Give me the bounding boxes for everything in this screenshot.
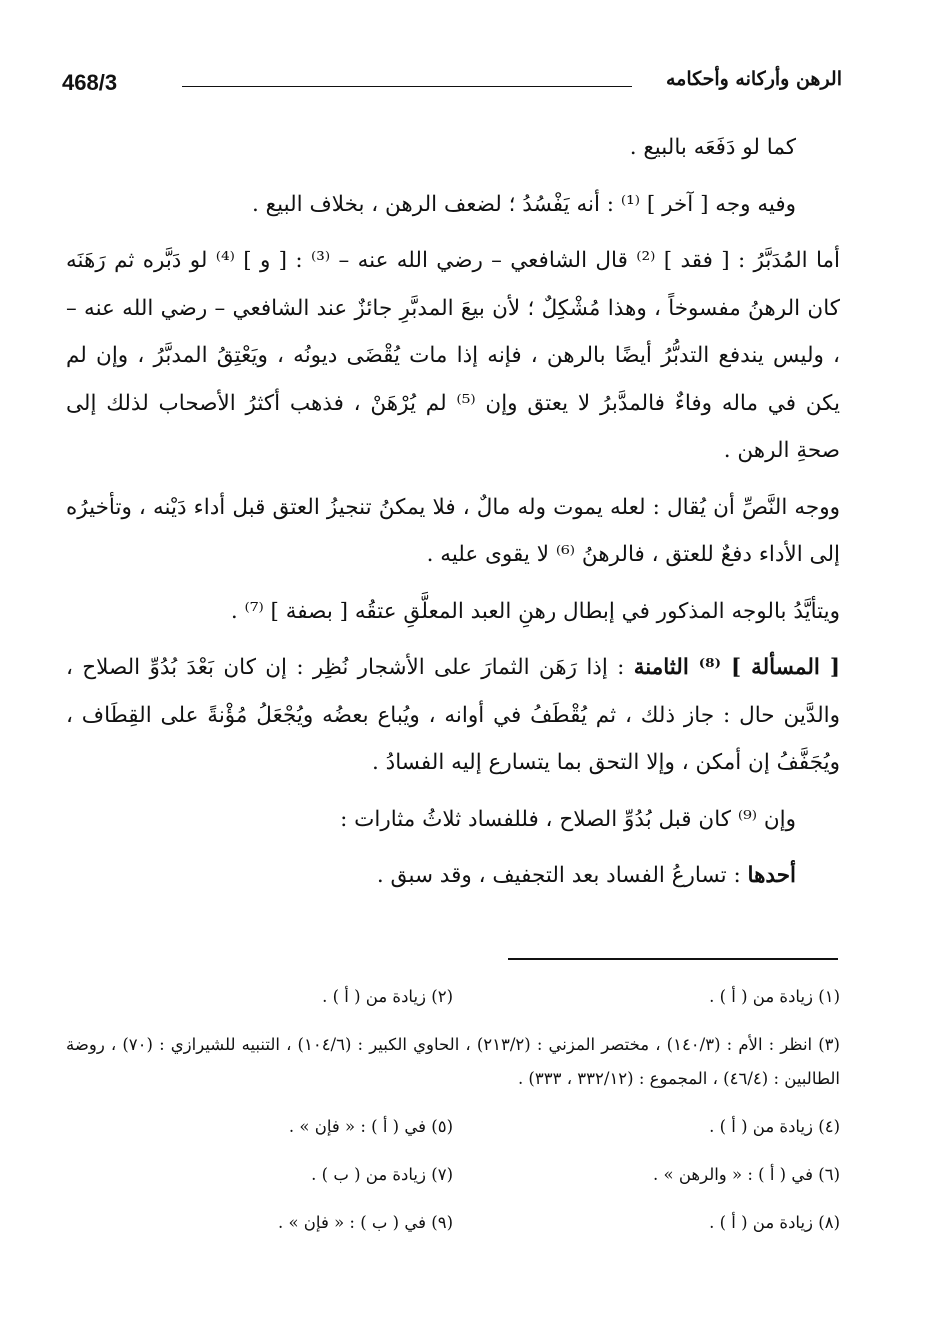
issue-heading: [ المسألة ] ⁽⁸⁾ الثامنة (633, 655, 840, 680)
paragraph-5: ويتأيَّدُ بالوجه المذكور في إبطال رهنِ العبد المعلَّقِ عتقُه [ بصفة ] ⁽⁷⁾ . (230, 598, 840, 624)
footnote-8: (٨) زيادة من ( أ ) . (709, 1213, 840, 1232)
footnote-9: (٩) في ( ب ) : « فإن » . (277, 1213, 453, 1232)
footnote-row (66, 1206, 840, 1240)
running-header (62, 64, 842, 104)
paragraph-1: كما لو دَفَعَه بالبيع . (629, 135, 796, 160)
paragraph-4: ووجه النَّصِّ أن يُقال : لعله يموت وله مالٌ ، فلا يمكنُ تنجيزُ العتق قبل أداء دَيْنه ، وتأخيرُه إلى الأداء دفعٌ للعتق ، فالرهنُ ⁽⁶⁾ لا يقوى عليه . (66, 494, 840, 567)
footnotes (66, 980, 840, 1254)
paragraph-3: أما المُدَبَّرُ : [ فقد ] ⁽²⁾ قال الشافعي – رضي الله عنه – ⁽³⁾ : [ و ] ⁽⁴⁾ لو دَبَّره ثم رَهَنَه كان الرهنُ مفسوخاً ، وهذا مُشْكِلٌ ؛ لأن بيعَ المدبَّرِ جائزٌ عند الشافعي – رضي الله عنه – ، وليس يندفع التدبُّرُ أيضًا بالرهن ، فإنه إذا مات يُقْضَى ديونُه ، ويَعْتِقُ المدبَّرُ ، وإن لم يكن في ماله وفاءٌ فالمدَّبرُ لا يعتق وإن ⁽⁵⁾ لم يُرْهَنْ ، فذهب أكثرُ الأصحاب لذلك إلى صحةِ الرهن . (66, 248, 840, 463)
paragraph-6-text: : إذا رَهَن الثمارَ على الأشجار نُظِر : إن كان بَعْدَ بُدُوِّ الصلاح ، والدَّين حال : جاز ذلك ، ثم يُقْطَفُ في أوانه ، ويُباع بعضُه ويُجْعَلُ مُؤْنةً على القِطَاف ، ويُجَفَّفُ إن أمكن ، وإلا التحق بما يتسارع إليه الفسادُ . (66, 655, 840, 775)
first-point-heading: أحدها (747, 863, 796, 888)
paragraph-8-text: : تسارعُ الفساد بعد التجفيف ، وقد سبق . (376, 863, 748, 888)
footnote-row (66, 1110, 840, 1144)
footnote-1: (١) زيادة من ( أ ) . (709, 987, 840, 1006)
footnote-row (66, 980, 840, 1014)
paragraph-2: وفيه وجه [ آخر ] ⁽¹⁾ : أنه يَفْسُدُ ؛ لضعف الرهن ، بخلاف البيع . (252, 191, 796, 217)
paragraph-6 (66, 644, 840, 787)
header-rule (182, 86, 632, 87)
footnote-row (66, 1158, 840, 1192)
footnote-6: (٦) في ( أ ) : « والرهن » . (653, 1165, 840, 1184)
footnote-2: (٢) زيادة من ( أ ) . (322, 987, 453, 1006)
paragraph-7: وإن ⁽⁹⁾ كان قبل بُدُوِّ الصلاح ، فللفساد ثلاثُ مثارات : (340, 806, 796, 832)
footnote-4: (٤) زيادة من ( أ ) . (709, 1117, 840, 1136)
footnote-separator (508, 958, 838, 960)
footnote-7: (٧) زيادة من ( ب ) . (311, 1165, 453, 1184)
page-number: 468/3 (62, 70, 118, 95)
footnote-5: (٥) في ( أ ) : « فإن » . (288, 1117, 453, 1136)
footnote-3: (٣) انظر : الأم : (١٤٠/٣) ، مختصر المزني : (٢١٣/٢) ، الحاوي الكبير : (١٠٤/٦) ، التنبيه للشيرازي : (٧٠) ، روضة الطالبين : (٤٦/٤) ، المجموع : (٣٣٢/١٢ ، ٣٣٣) . (66, 1035, 840, 1088)
running-title: الرهن وأركانه وأحكامه (665, 68, 842, 90)
main-text (66, 124, 840, 909)
paragraph-8 (66, 852, 840, 900)
